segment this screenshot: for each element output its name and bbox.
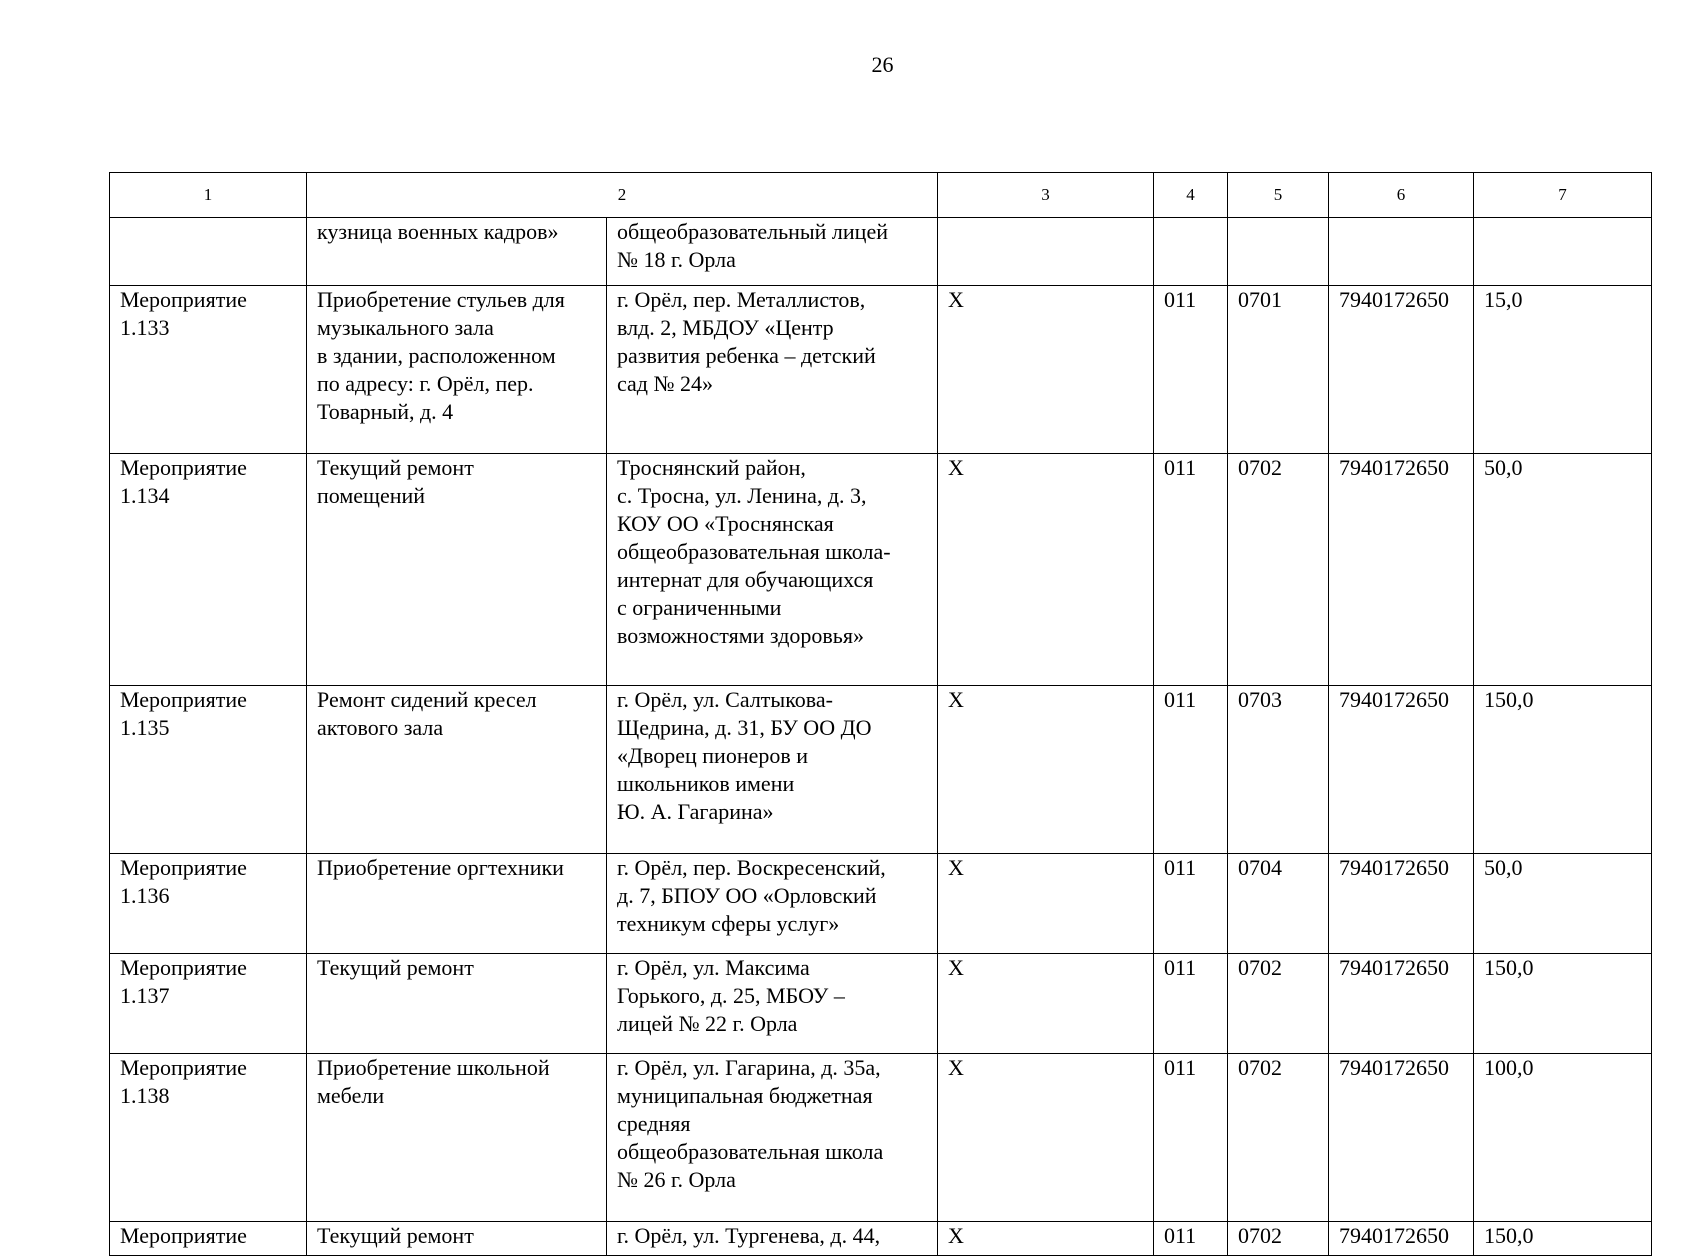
cell-line: развития ребенка – детский (617, 343, 876, 368)
cell-line: с ограниченными (617, 595, 782, 620)
cell-line: г. Орёл, пер. Металлистов, (617, 287, 866, 312)
activity-cell (110, 954, 307, 1054)
description-cell (307, 686, 607, 854)
description-cell (307, 1054, 607, 1222)
cell-line: актового зала (317, 715, 444, 740)
header-cell-4: 4 (1154, 173, 1228, 218)
cell-line: Приобретение школьной (317, 1055, 550, 1080)
address-cell (607, 1222, 938, 1256)
cell-line: Мероприятие (120, 455, 247, 480)
header-cell-3: 3 (938, 173, 1154, 218)
address-cell (607, 854, 938, 954)
col6-cell: 7940172650 (1329, 454, 1474, 686)
cell-line: 1.136 (120, 883, 170, 908)
col6-cell: 7940172650 (1329, 1054, 1474, 1222)
col6-cell: 7940172650 (1329, 954, 1474, 1054)
cell-line: Ремонт сидений кресел (317, 687, 537, 712)
cell-line: Текущий ремонт (317, 455, 474, 480)
cell-line: Ю. А. Гагарина» (617, 799, 774, 824)
cell-line: возможностями здоровья» (617, 623, 864, 648)
cell-line: муниципальная бюджетная (617, 1083, 873, 1108)
table-row (110, 1222, 1652, 1256)
cell-line: Текущий ремонт (317, 955, 474, 980)
header-cell-7: 7 (1474, 173, 1652, 218)
activity-cell (110, 854, 307, 954)
cell-line: Мероприятие (120, 687, 247, 712)
col3-cell (938, 218, 1154, 286)
description-cell (307, 286, 607, 454)
budget-table (109, 172, 1652, 1256)
header-row (110, 173, 1652, 218)
cell-line: 1.137 (120, 983, 170, 1008)
cell-line: № 26 г. Орла (617, 1167, 736, 1192)
activity-cell (110, 286, 307, 454)
cell-line: по адресу: г. Орёл, пер. (317, 371, 534, 396)
cell-line: сад № 24» (617, 371, 713, 396)
header-cell-2: 2 (307, 173, 938, 218)
col4-cell: 011 (1154, 686, 1228, 854)
col3-cell: Х (938, 954, 1154, 1054)
col3-cell: Х (938, 1222, 1154, 1256)
cell-line: кузница военных кадров» (317, 219, 559, 244)
cell-line: влд. 2, МБДОУ «Центр (617, 315, 834, 340)
cell-line: техникум сферы услуг» (617, 911, 840, 936)
col5-cell: 0702 (1228, 954, 1329, 1054)
col7-cell: 15,0 (1474, 286, 1652, 454)
col5-cell: 0703 (1228, 686, 1329, 854)
col5-cell: 0702 (1228, 1222, 1329, 1256)
col7-cell: 150,0 (1474, 1222, 1652, 1256)
col3-cell: Х (938, 454, 1154, 686)
cell-line: Мероприятие (120, 287, 247, 312)
cell-line: Мероприятие (120, 1055, 247, 1080)
cell-line: 1.138 (120, 1083, 170, 1108)
col6-cell (1329, 218, 1474, 286)
col5-cell: 0702 (1228, 1054, 1329, 1222)
col4-cell: 011 (1154, 454, 1228, 686)
col5-cell: 0704 (1228, 854, 1329, 954)
header-cell-6: 6 (1329, 173, 1474, 218)
cell-line: музыкального зала (317, 315, 494, 340)
col7-cell (1474, 218, 1652, 286)
table-header (110, 173, 1652, 218)
cell-line: 1.133 (120, 315, 170, 340)
table-row (110, 854, 1652, 954)
activity-cell (110, 1054, 307, 1222)
activity-cell (110, 686, 307, 854)
table-body (110, 218, 1652, 1256)
cell-line: г. Орёл, ул. Максима (617, 955, 810, 980)
cell-line: общеобразовательная школа- (617, 539, 891, 564)
cell-line: 1.135 (120, 715, 170, 740)
cell-line: мебели (317, 1083, 385, 1108)
col4-cell: 011 (1154, 954, 1228, 1054)
activity-cell (110, 1222, 307, 1256)
cell-line: № 18 г. Орла (617, 247, 736, 272)
description-cell (307, 954, 607, 1054)
address-cell (607, 954, 938, 1054)
col3-cell: Х (938, 1054, 1154, 1222)
cell-line: с. Тросна, ул. Ленина, д. 3, (617, 483, 867, 508)
col7-cell: 50,0 (1474, 854, 1652, 954)
col4-cell: 011 (1154, 1054, 1228, 1222)
cell-line: Мероприятие (120, 1223, 247, 1248)
description-cell (307, 1222, 607, 1256)
cell-line: г. Орёл, ул. Тургенева, д. 44, (617, 1223, 881, 1248)
col7-cell: 150,0 (1474, 954, 1652, 1054)
col4-cell (1154, 218, 1228, 286)
cell-line: Щедрина, д. 31, БУ ОО ДО (617, 715, 872, 740)
cell-line: Приобретение стульев для (317, 287, 565, 312)
col4-cell: 011 (1154, 854, 1228, 954)
col6-cell: 7940172650 (1329, 1222, 1474, 1256)
address-cell (607, 686, 938, 854)
cell-line: Мероприятие (120, 955, 247, 980)
cell-line: помещений (317, 483, 426, 508)
cell-line: Мероприятие (120, 855, 247, 880)
col5-cell: 0701 (1228, 286, 1329, 454)
address-cell (607, 1054, 938, 1222)
cell-line: г. Орёл, пер. Воскресенский, (617, 855, 886, 880)
cell-line: Троснянский район, (617, 455, 806, 480)
description-cell (307, 454, 607, 686)
address-cell (607, 454, 938, 686)
header-cell-1: 1 (110, 173, 307, 218)
table-row (110, 1054, 1652, 1222)
col5-cell (1228, 218, 1329, 286)
cell-line: Горького, д. 25, МБОУ – (617, 983, 845, 1008)
cell-line: «Дворец пионеров и (617, 743, 809, 768)
cell-line: Текущий ремонт (317, 1223, 474, 1248)
address-cell (607, 218, 938, 286)
col3-cell: Х (938, 854, 1154, 954)
cell-line: школьников имени (617, 771, 795, 796)
table-row (110, 954, 1652, 1054)
cell-line: общеобразовательная школа (617, 1139, 884, 1164)
cell-line: КОУ ОО «Троснянская (617, 511, 834, 536)
col6-cell: 7940172650 (1329, 686, 1474, 854)
cell-line: интернат для обучающихся (617, 567, 874, 592)
activity-cell (110, 454, 307, 686)
col6-cell: 7940172650 (1329, 854, 1474, 954)
cell-line: Товарный, д. 4 (317, 399, 454, 424)
description-cell (307, 218, 607, 286)
col7-cell: 100,0 (1474, 1054, 1652, 1222)
page-number: 26 (871, 52, 894, 77)
col7-cell: 150,0 (1474, 686, 1652, 854)
cell-line: общеобразовательный лицей (617, 219, 888, 244)
cell-line: г. Орёл, ул. Салтыкова- (617, 687, 833, 712)
activity-cell (110, 218, 307, 286)
col4-cell: 011 (1154, 1222, 1228, 1256)
col5-cell: 0702 (1228, 454, 1329, 686)
cell-line: средняя (617, 1111, 691, 1136)
cell-line: Приобретение оргтехники (317, 855, 564, 880)
col6-cell: 7940172650 (1329, 286, 1474, 454)
table-row (110, 454, 1652, 686)
table-row (110, 686, 1652, 854)
cell-line: г. Орёл, ул. Гагарина, д. 35а, (617, 1055, 881, 1080)
cell-line: д. 7, БПОУ ОО «Орловский (617, 883, 877, 908)
table-row (110, 286, 1652, 454)
header-cell-5: 5 (1228, 173, 1329, 218)
col4-cell: 011 (1154, 286, 1228, 454)
col3-cell: Х (938, 686, 1154, 854)
cell-line: лицей № 22 г. Орла (617, 1011, 798, 1036)
col3-cell: Х (938, 286, 1154, 454)
col7-cell: 50,0 (1474, 454, 1652, 686)
cell-line: 1.134 (120, 483, 170, 508)
address-cell (607, 286, 938, 454)
description-cell (307, 854, 607, 954)
continuation-row (110, 218, 1652, 286)
cell-line: в здании, расположенном (317, 343, 556, 368)
